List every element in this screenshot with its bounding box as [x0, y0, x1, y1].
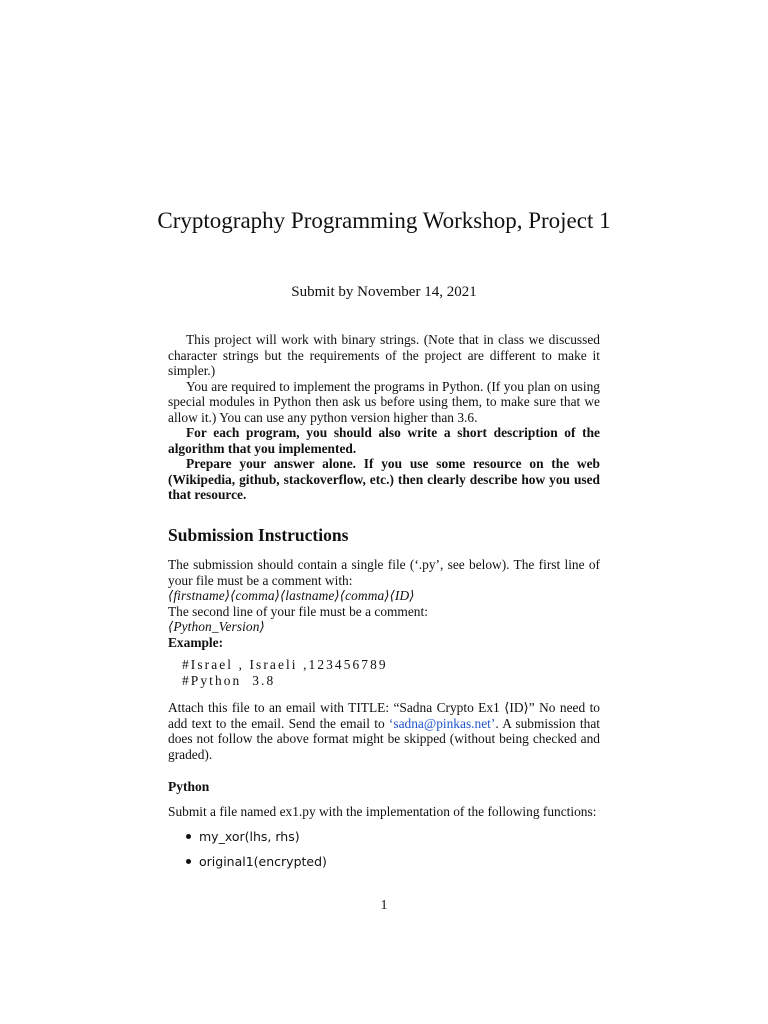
list-item [168, 827, 300, 845]
list-item [168, 852, 327, 870]
example-code-line-1: #Israel , Israeli ,123456789 [182, 657, 388, 672]
second-line-format: ⟨Python_Version⟩ [168, 619, 265, 634]
document-title: Cryptography Programming Workshop, Project 1 [157, 208, 611, 233]
intro-paragraph-1: This project will work with binary strings. (Note that in class we discussed character strings but the requirements of the project are different to make it simpler.) [168, 332, 600, 378]
submission-body [168, 557, 600, 650]
section-heading-submission: Submission Instructions [168, 525, 349, 545]
intro-paragraph-2: You are required to implement the programs in Python. (If you plan on using special modules in Python then ask us before using them, to make sure that we allow it.) You can use any python version higher than 3.6. [168, 378, 600, 425]
attach-instructions [168, 700, 600, 762]
page-number: 1 [380, 897, 388, 912]
submission-line-1: The submission should contain a single file (‘.py’, see below). The first line of your file must be a comment with: [168, 557, 600, 588]
example-label: Example: [168, 634, 224, 650]
submission-line-2: The second line of your file must be a comment: [168, 603, 428, 619]
submission-date: Submit by November 14, 2021 [291, 284, 477, 300]
function-name: original1(encrypted) [199, 853, 327, 869]
attach-text-end: . A submission that does not follow the above format might be skipped (without being checked and graded). [168, 715, 600, 762]
example-code-line-2: #Python 3.8 [182, 673, 276, 688]
intro-section [168, 332, 600, 503]
email-link[interactable]: ‘sadna@pinkas.net’ [388, 715, 496, 731]
intro-paragraph-4: Prepare your answer alone. If you use some resource on the web (Wikipedia, github, stackoverflow, etc.) then clearly describe how you used that resource. [168, 456, 600, 502]
attach-paragraph [168, 700, 600, 762]
bullet-icon [186, 859, 191, 864]
first-line-format: ⟨firstname⟩⟨comma⟩⟨lastname⟩⟨comma⟩⟨ID⟩ [168, 588, 415, 603]
section-heading-python: Python [168, 779, 210, 794]
function-name: my_xor(lhs, rhs) [199, 828, 300, 844]
intro-paragraph-3: For each program, you should also write a short description of the algorithm that you implemented. [168, 425, 600, 456]
bullet-icon [186, 834, 191, 839]
attach-text-start: Attach this file to an email with TITLE: “Sadna Crypto Ex1 ⟨ID⟩” No need to add text to the email. Send the email to [168, 700, 600, 731]
python-intro: Submit a file named ex1.py with the implementation of the following functions: [168, 804, 597, 819]
